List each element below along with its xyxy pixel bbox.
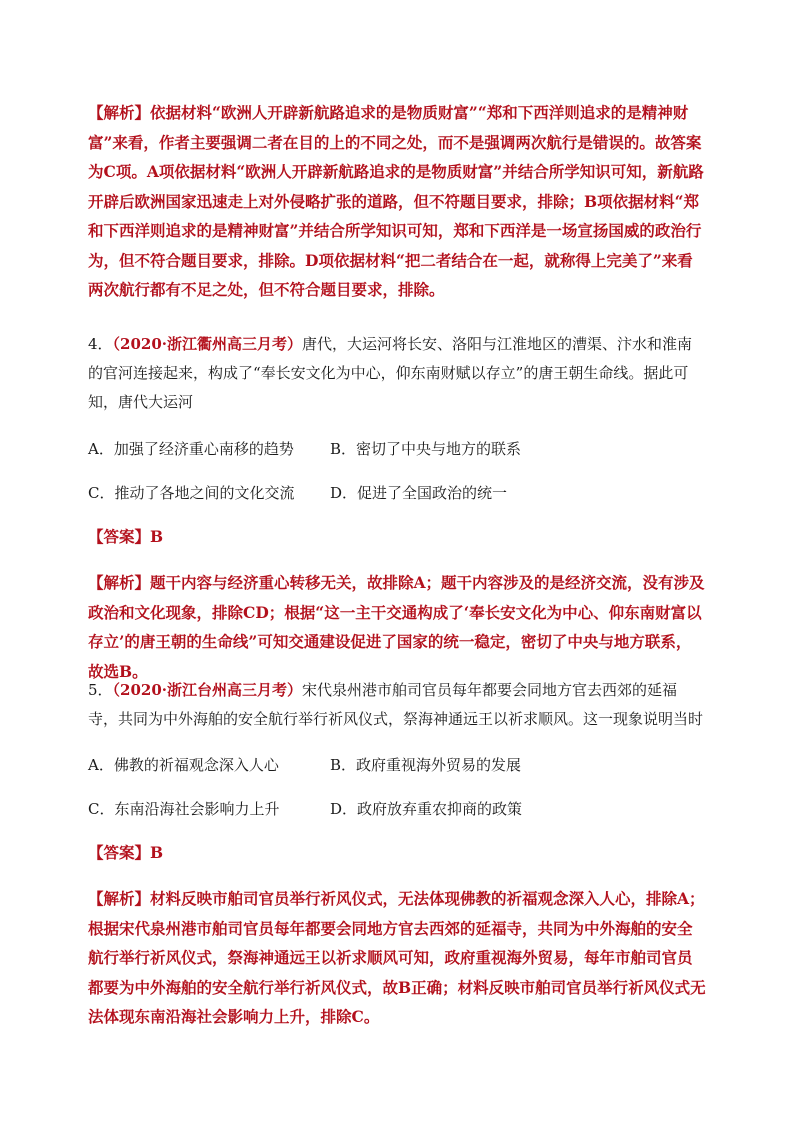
analysis-text: 题干内容与经济重心转移无关，故排除A；题干内容涉及的是经济交流，没有涉及政治和文化现象，排除CD；根据“这一主干交通构成了‘奉长安文化为中心、仰东南财富以存立’的唐王朝的生命线”可知交通建设促进了国家的统一稳定，密切了中央与地方联系，故选B。 <box>88 573 705 681</box>
q5-stem <box>88 676 706 734</box>
q5-option-a: A．佛教的祈福观念深入人心 <box>88 756 279 774</box>
analysis-tag: 【解析】 <box>88 103 151 122</box>
question-number: 4． <box>88 335 113 353</box>
q5-analysis <box>88 884 706 1032</box>
q5-answer: 【答案】B <box>88 843 164 862</box>
q5-option-b: B．政府重视海外贸易的发展 <box>330 756 522 774</box>
question-source: （2020·浙江衢州高三月考） <box>112 335 303 353</box>
question-text: 宋代泉州港市舶司官员每年都要会同地方官去西郊的延福寺，共同为中外海舶的安全航行举行祈风仪式，祭海神通远王以祈求顺风。这一现象说明当时 <box>88 681 704 728</box>
question-text: 唐代，大运河将长安、洛阳与江淮地区的漕渠、汴水和淮南的官河连接起来，构成了“奉长安文化为中心，仰东南财赋以存立”的唐王朝生命线。据此可知，唐代大运河 <box>88 335 693 411</box>
q5-option-d: D．政府放弃重农抑商的政策 <box>330 800 523 818</box>
question-source: （2020·浙江台州高三月考） <box>112 681 303 699</box>
q4-stem <box>88 330 706 417</box>
analysis-text: 材料反映市舶司官员举行祈风仪式，无法体现佛教的祈福观念深入人心，排除A；根据宋代泉州港市舶司官员每年都要会同地方官去西郊的延福寺，共同为中外海舶的安全航行举行祈风仪式，祭海神通远王以祈求顺风可知，政府重视海外贸易，每年市舶司官员都要为中外海舶的安全航行举行祈风仪式，故B正确；材料反映市舶司官员举行祈风仪式无法体现东南沿海社会影响力上升，排除C。 <box>88 889 706 1026</box>
q4-option-b: B．密切了中央与地方的联系 <box>330 440 522 458</box>
q3-analysis <box>88 98 706 305</box>
analysis-tag: 【解析】 <box>88 573 151 592</box>
q4-answer: 【答案】B <box>88 527 164 546</box>
analysis-tag: 【解析】 <box>88 889 151 908</box>
q4-option-a: A．加强了经济重心南移的趋势 <box>88 440 294 458</box>
analysis-text: 依据材料“欧洲人开辟新航路追求的是物质财富”“郑和下西洋则追求的是精神财富”来看，作者主要强调二者在目的上的不同之处，而不是强调两次航行是错误的。故答案为C项。A项依据材料“欧洲人开辟新航路追求的是物质财富”并结合所学知识可知，新航路开辟后欧洲国家迅速走上对外侵略扩张的道路，但不符题目要求，排除；B项依据材料“郑和下西洋则追求的是精神财富”并结合所学知识可知，郑和下西洋是一场宣扬国威的政治行为，但不符合题目要求，排除。D项依据材料“把二者结合在一起，就称得上完美了”来看两次航行都有不足之处，但不符合题目要求，排除。 <box>88 103 704 299</box>
q5-option-c: C．东南沿海社会影响力上升 <box>88 800 280 818</box>
q4-option-c: C．推动了各地之间的文化交流 <box>88 484 295 502</box>
q4-option-d: D．促进了全国政治的统一 <box>330 484 508 502</box>
q4-analysis <box>88 568 706 686</box>
question-number: 5． <box>88 681 113 699</box>
